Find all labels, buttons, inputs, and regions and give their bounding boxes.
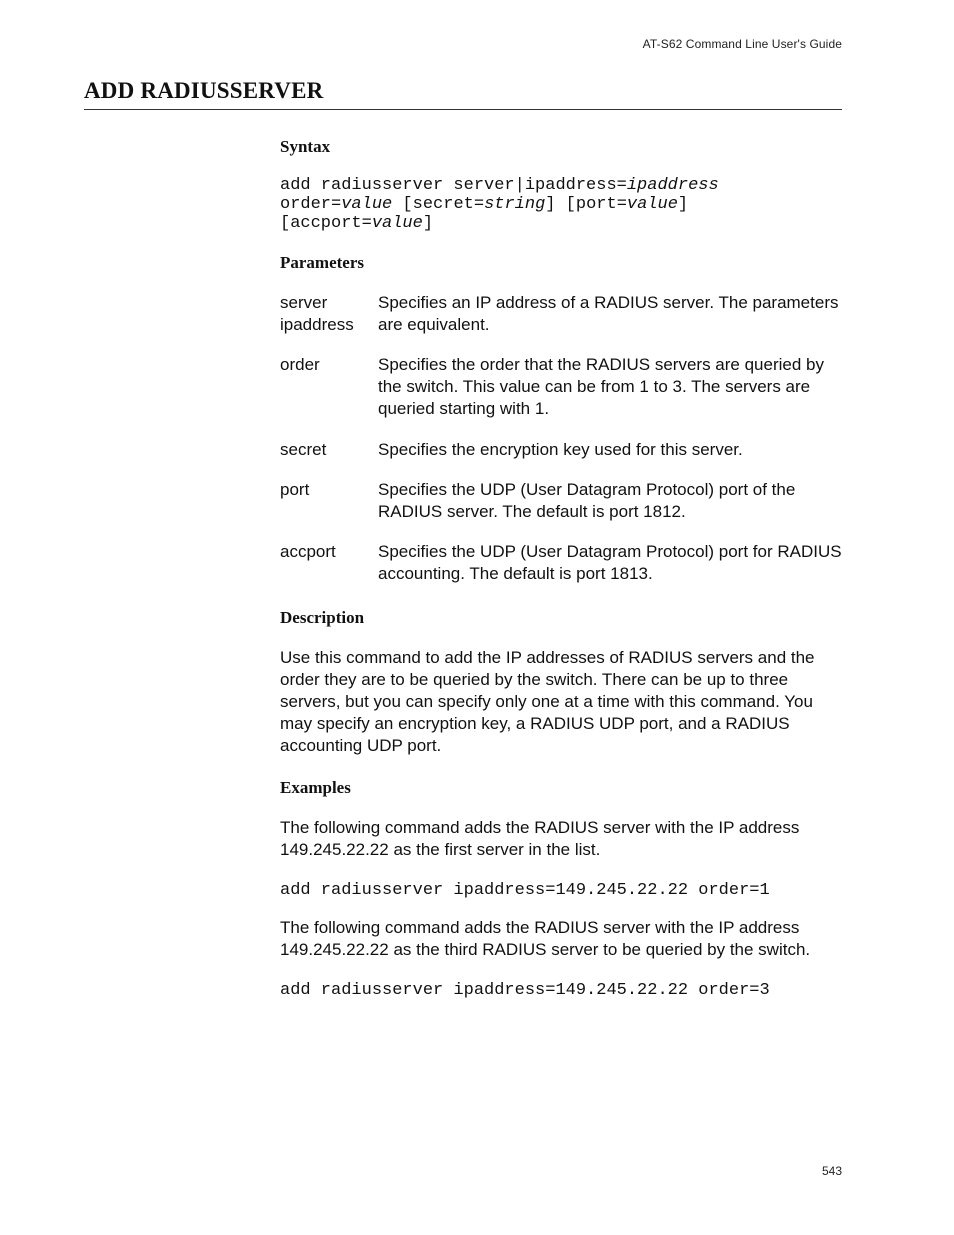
syntax-line-3 (280, 214, 842, 233)
syntax-text: ] (677, 195, 689, 214)
param-name: secret (280, 440, 327, 459)
syntax-placeholder: string (484, 195, 546, 214)
param-name: order (280, 355, 320, 374)
parameters-heading: Parameters (280, 253, 365, 272)
param-desc: Specifies the encryption key used for this server. (378, 440, 743, 459)
syntax-text: ] [port= (545, 195, 627, 214)
syntax-placeholder: value (341, 195, 393, 214)
syntax-placeholder: ipaddress (626, 176, 719, 195)
syntax-heading: Syntax (280, 137, 331, 156)
example-1-code: add radiusserver ipaddress=149.245.22.22 order=1 (280, 881, 770, 900)
syntax-placeholder: value (371, 214, 423, 233)
running-header: AT-S62 Command Line User's Guide (642, 37, 842, 51)
title-rule (84, 109, 842, 110)
param-name: port (280, 480, 310, 499)
syntax-text: add radiusserver server|ipaddress= (280, 176, 627, 195)
param-desc: Specifies the UDP (User Datagram Protocol) port of the RADIUS server. The default is port 1812. (378, 480, 796, 521)
example-2-text: The following command adds the RADIUS server with the IP address 149.245.22.22 as the third RADIUS server to be queried by the switch. (280, 918, 811, 959)
param-desc: Specifies the UDP (User Datagram Protocol) port for RADIUS accounting. The default is port 1813. (378, 542, 842, 583)
syntax-text: [accport= (280, 214, 372, 233)
example-1-text: The following command adds the RADIUS server with the IP address 149.245.22.22 as the first server in the list. (280, 818, 800, 859)
page-title: ADD RADIUSSERVER (84, 78, 324, 103)
parameters-list (280, 292, 842, 585)
param-row (280, 439, 842, 461)
page-number: 543 (821, 1164, 842, 1178)
syntax-placeholder: value (626, 195, 678, 214)
param-row (280, 541, 842, 585)
param-desc: Specifies the order that the RADIUS servers are queried by the switch. This value can be from 1 to 3. The servers are queried starting with 1. (378, 355, 824, 418)
description-text: Use this command to add the IP addresses of RADIUS servers and the order they are to be queried by the switch. There can be up to three servers, but you can specify only one at a time with this command. You may specify an encryption key, a RADIUS UDP port, and a RADIUS accounting UDP port. (280, 648, 815, 755)
syntax-text: [secret= (392, 195, 485, 214)
syntax-text: ] (422, 214, 434, 233)
example-2-code: add radiusserver ipaddress=149.245.22.22 order=3 (280, 981, 770, 1000)
syntax-line-1 (280, 176, 842, 195)
content-body (280, 136, 842, 1001)
param-name: server ipaddress (280, 293, 354, 334)
examples-heading: Examples (280, 778, 351, 797)
param-name: accport (280, 542, 336, 561)
syntax-block (280, 176, 842, 233)
param-row (280, 354, 842, 420)
syntax-line-2 (280, 195, 842, 214)
param-row (280, 479, 842, 523)
param-desc: Specifies an IP address of a RADIUS server. The parameters are equivalent. (378, 293, 839, 334)
syntax-text: order= (280, 195, 342, 214)
param-row (280, 292, 842, 336)
description-heading: Description (280, 608, 365, 627)
